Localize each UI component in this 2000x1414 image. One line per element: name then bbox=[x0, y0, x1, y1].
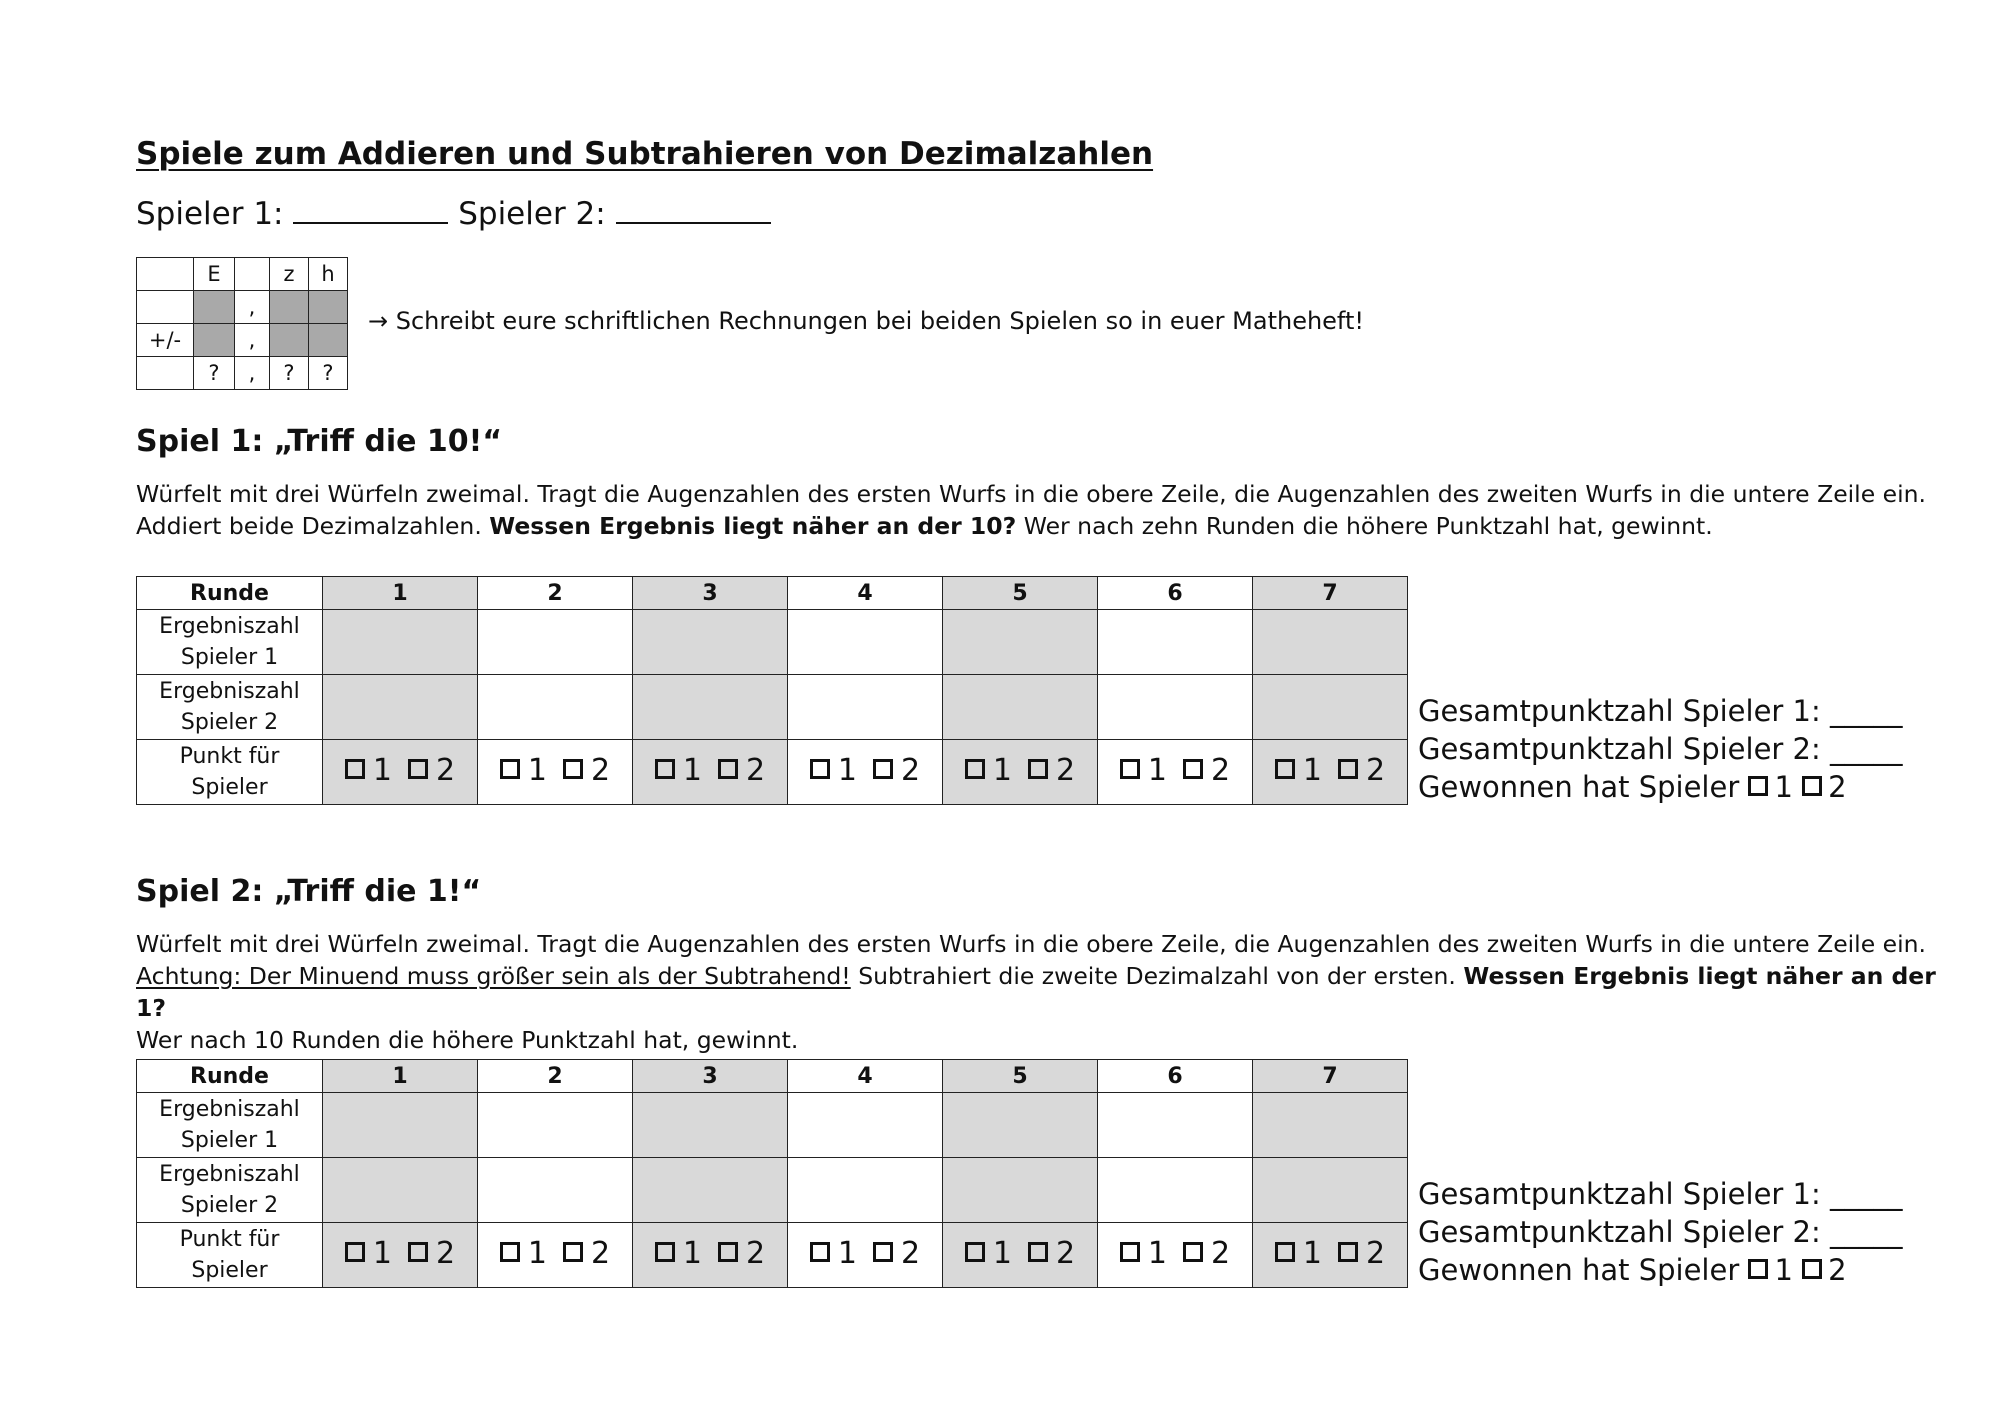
round-number: 4 bbox=[788, 1060, 943, 1093]
scheme-cell: +/- bbox=[137, 324, 194, 357]
point-option-2: 2 bbox=[591, 753, 611, 788]
result-cell[interactable] bbox=[788, 1158, 943, 1223]
point-option-2: 2 bbox=[1211, 1236, 1231, 1271]
round-number: 6 bbox=[1098, 1060, 1253, 1093]
round-number: 3 bbox=[633, 577, 788, 610]
point-cell bbox=[943, 740, 1098, 805]
scheme-cell bbox=[309, 291, 348, 324]
game2-warning: Achtung: Der Minuend muss größer sein als der Subtrahend! bbox=[136, 962, 851, 990]
point-option-1: 1 bbox=[1302, 1236, 1322, 1271]
row-label bbox=[137, 1158, 323, 1223]
round-number: 5 bbox=[943, 1060, 1098, 1093]
winner-checkbox-2[interactable] bbox=[1802, 1259, 1822, 1279]
game1-text: Wer nach zehn Runden die höhere Punktzahl hat, gewinnt. bbox=[1016, 512, 1713, 540]
row-label-line: Punkt für bbox=[179, 744, 280, 769]
result-cell[interactable] bbox=[1253, 610, 1408, 675]
point-option-2: 2 bbox=[436, 753, 456, 788]
winner-option-1: 1 bbox=[1774, 1253, 1793, 1287]
result-cell[interactable] bbox=[943, 1158, 1098, 1223]
scheme-cell bbox=[194, 324, 235, 357]
round-number: 1 bbox=[323, 577, 478, 610]
result-cell[interactable] bbox=[323, 610, 478, 675]
point-cell bbox=[1253, 1223, 1408, 1288]
point-checkbox-1[interactable] bbox=[810, 759, 830, 779]
player1-name-field[interactable] bbox=[293, 221, 448, 224]
row-label bbox=[137, 1223, 323, 1288]
point-checkbox-2[interactable] bbox=[1338, 759, 1358, 779]
point-option-1: 1 bbox=[992, 753, 1012, 788]
point-option-1: 1 bbox=[1302, 753, 1322, 788]
point-checkbox-1[interactable] bbox=[1275, 759, 1295, 779]
winner-label: Gewonnen hat Spieler bbox=[1418, 770, 1740, 804]
row-label-line: Punkt für bbox=[179, 1227, 280, 1252]
point-checkbox-2[interactable] bbox=[1183, 1242, 1203, 1262]
result-cell[interactable] bbox=[1253, 675, 1408, 740]
winner-checkbox-1[interactable] bbox=[1748, 776, 1768, 796]
point-option-1: 1 bbox=[527, 753, 547, 788]
game1-winner bbox=[1418, 768, 1903, 806]
game2-instructions bbox=[136, 928, 1936, 1056]
point-cell bbox=[478, 1223, 633, 1288]
scheme-cell: h bbox=[309, 258, 348, 291]
round-number: 6 bbox=[1098, 577, 1253, 610]
point-cell bbox=[478, 740, 633, 805]
game1-totals bbox=[1418, 692, 1903, 806]
scheme-cell bbox=[270, 324, 309, 357]
game2-totals bbox=[1418, 1175, 1903, 1289]
result-cell[interactable] bbox=[788, 675, 943, 740]
scheme-cell bbox=[194, 291, 235, 324]
row-label-line: Spieler 1 bbox=[180, 1128, 279, 1153]
game1-instructions bbox=[136, 478, 1936, 542]
point-checkbox-2[interactable] bbox=[1028, 759, 1048, 779]
worksheet-title: Spiele zum Addieren und Subtrahieren von Dezimalzahlen bbox=[136, 136, 1154, 172]
point-option-1: 1 bbox=[682, 753, 702, 788]
point-checkbox-2[interactable] bbox=[563, 759, 583, 779]
point-option-1: 1 bbox=[837, 753, 857, 788]
point-option-2: 2 bbox=[1211, 753, 1231, 788]
row-label bbox=[137, 740, 323, 805]
scheme-cell bbox=[137, 291, 194, 324]
player2-label: Spieler 2: bbox=[458, 196, 606, 232]
round-number: 7 bbox=[1253, 1060, 1408, 1093]
point-checkbox-2[interactable] bbox=[408, 759, 428, 779]
result-cell[interactable] bbox=[633, 675, 788, 740]
game2-line2 bbox=[136, 960, 1936, 1024]
game1-total-player2: Gesamtpunktzahl Spieler 2: _____ bbox=[1418, 732, 1903, 766]
result-cell[interactable] bbox=[633, 610, 788, 675]
point-checkbox-2[interactable] bbox=[1028, 1242, 1048, 1262]
round-header: Runde bbox=[137, 1060, 323, 1093]
point-option-2: 2 bbox=[746, 753, 766, 788]
result-cell[interactable] bbox=[788, 1093, 943, 1158]
round-number: 3 bbox=[633, 1060, 788, 1093]
game1-line2 bbox=[136, 510, 1936, 542]
point-checkbox-1[interactable] bbox=[345, 1242, 365, 1262]
scheme-cell: E bbox=[194, 258, 235, 291]
result-cell[interactable] bbox=[1098, 1158, 1253, 1223]
winner-option-2: 2 bbox=[1828, 1253, 1847, 1287]
point-option-1: 1 bbox=[372, 753, 392, 788]
row-label-line: Spieler 2 bbox=[180, 710, 279, 735]
row-label bbox=[137, 610, 323, 675]
game2-text: Subtrahiert die zweite Dezimalzahl von der ersten. bbox=[850, 962, 1464, 990]
round-number: 4 bbox=[788, 577, 943, 610]
point-cell bbox=[788, 1223, 943, 1288]
point-checkbox-2[interactable] bbox=[718, 1242, 738, 1262]
scheme-cell: ? bbox=[270, 357, 309, 390]
point-cell bbox=[323, 1223, 478, 1288]
result-cell[interactable] bbox=[478, 610, 633, 675]
point-checkbox-2[interactable] bbox=[873, 759, 893, 779]
scheme-cell bbox=[309, 324, 348, 357]
point-option-2: 2 bbox=[1056, 1236, 1076, 1271]
row-label bbox=[137, 675, 323, 740]
row-label-line: Spieler 1 bbox=[180, 645, 279, 670]
round-number: 5 bbox=[943, 577, 1098, 610]
result-cell[interactable] bbox=[478, 675, 633, 740]
scheme-cell: , bbox=[235, 357, 270, 390]
result-cell[interactable] bbox=[478, 1093, 633, 1158]
player2-name-field[interactable] bbox=[616, 221, 771, 224]
player1-label: Spieler 1: bbox=[136, 196, 284, 232]
round-number: 7 bbox=[1253, 577, 1408, 610]
point-checkbox-1[interactable] bbox=[500, 759, 520, 779]
point-option-2: 2 bbox=[591, 1236, 611, 1271]
point-checkbox-2[interactable] bbox=[408, 1242, 428, 1262]
point-cell bbox=[1253, 740, 1408, 805]
point-checkbox-1[interactable] bbox=[965, 1242, 985, 1262]
scheme-cell: z bbox=[270, 258, 309, 291]
result-cell[interactable] bbox=[1098, 1093, 1253, 1158]
result-cell[interactable] bbox=[323, 1158, 478, 1223]
game1-score-table bbox=[136, 576, 1408, 805]
scheme-cell: ? bbox=[309, 357, 348, 390]
scheme-cell bbox=[270, 291, 309, 324]
point-checkbox-1[interactable] bbox=[810, 1242, 830, 1262]
scheme-instruction: → Schreibt eure schriftlichen Rechnungen bei beiden Spielen so in euer Matheheft! bbox=[368, 307, 1364, 335]
result-cell[interactable] bbox=[1098, 610, 1253, 675]
point-option-1: 1 bbox=[1147, 1236, 1167, 1271]
point-option-2: 2 bbox=[746, 1236, 766, 1271]
point-checkbox-1[interactable] bbox=[1120, 1242, 1140, 1262]
scheme-cell bbox=[235, 258, 270, 291]
point-option-1: 1 bbox=[837, 1236, 857, 1271]
game1-question: Wessen Ergebnis liegt näher an der 10? bbox=[489, 512, 1017, 540]
round-number: 2 bbox=[478, 577, 633, 610]
point-option-1: 1 bbox=[682, 1236, 702, 1271]
row-label bbox=[137, 1093, 323, 1158]
point-option-2: 2 bbox=[1056, 753, 1076, 788]
winner-label: Gewonnen hat Spieler bbox=[1418, 1253, 1740, 1287]
result-cell[interactable] bbox=[1253, 1093, 1408, 1158]
row-label-line: Spieler bbox=[191, 775, 268, 800]
result-cell[interactable] bbox=[1098, 675, 1253, 740]
point-cell bbox=[1098, 740, 1253, 805]
point-cell bbox=[788, 740, 943, 805]
game2-line3: Wer nach 10 Runden die höhere Punktzahl hat, gewinnt. bbox=[136, 1026, 799, 1054]
point-checkbox-2[interactable] bbox=[718, 759, 738, 779]
scheme-cell: , bbox=[235, 324, 270, 357]
result-cell[interactable] bbox=[943, 1093, 1098, 1158]
game1-text: Addiert beide Dezimalzahlen. bbox=[136, 512, 490, 540]
round-number: 2 bbox=[478, 1060, 633, 1093]
row-label-line: Ergebniszahl bbox=[159, 679, 300, 704]
game2-total-player1: Gesamtpunktzahl Spieler 1: _____ bbox=[1418, 1177, 1903, 1211]
scheme-cell: ? bbox=[194, 357, 235, 390]
result-cell[interactable] bbox=[788, 610, 943, 675]
point-option-1: 1 bbox=[527, 1236, 547, 1271]
result-cell[interactable] bbox=[633, 1158, 788, 1223]
point-checkbox-1[interactable] bbox=[1120, 759, 1140, 779]
point-option-2: 2 bbox=[901, 1236, 921, 1271]
result-cell[interactable] bbox=[943, 675, 1098, 740]
point-checkbox-2[interactable] bbox=[873, 1242, 893, 1262]
row-label-line: Spieler 2 bbox=[180, 1193, 279, 1218]
point-option-2: 2 bbox=[1366, 753, 1386, 788]
result-cell[interactable] bbox=[478, 1158, 633, 1223]
game1-line1: Würfelt mit drei Würfeln zweimal. Tragt die Augenzahlen des ersten Wurfs in die obere Zeile, die Augenzahlen des zweiten Wurfs in die untere Zeile ein. bbox=[136, 480, 1926, 508]
point-checkbox-1[interactable] bbox=[345, 759, 365, 779]
game2-heading: Spiel 2: „Triff die 1!“ bbox=[136, 874, 482, 909]
point-checkbox-1[interactable] bbox=[500, 1242, 520, 1262]
game2-question: Wessen Ergebnis liegt näher an der 1? bbox=[136, 962, 1936, 1022]
point-cell bbox=[943, 1223, 1098, 1288]
point-checkbox-1[interactable] bbox=[655, 1242, 675, 1262]
point-cell bbox=[1098, 1223, 1253, 1288]
round-number: 1 bbox=[323, 1060, 478, 1093]
row-label-line: Ergebniszahl bbox=[159, 1162, 300, 1187]
point-option-2: 2 bbox=[901, 753, 921, 788]
point-checkbox-2[interactable] bbox=[1338, 1242, 1358, 1262]
result-cell[interactable] bbox=[943, 610, 1098, 675]
point-option-1: 1 bbox=[992, 1236, 1012, 1271]
game2-winner bbox=[1418, 1251, 1903, 1289]
row-label-line: Spieler bbox=[191, 1258, 268, 1283]
point-option-1: 1 bbox=[1147, 753, 1167, 788]
column-scheme bbox=[136, 257, 348, 390]
result-cell[interactable] bbox=[323, 675, 478, 740]
round-header: Runde bbox=[137, 577, 323, 610]
point-checkbox-2[interactable] bbox=[563, 1242, 583, 1262]
point-cell bbox=[323, 740, 478, 805]
game2-total-player2: Gesamtpunktzahl Spieler 2: _____ bbox=[1418, 1215, 1903, 1249]
result-cell[interactable] bbox=[633, 1093, 788, 1158]
point-option-1: 1 bbox=[372, 1236, 392, 1271]
scheme-cell bbox=[137, 258, 194, 291]
game2-score-table bbox=[136, 1059, 1408, 1288]
row-label-line: Ergebniszahl bbox=[159, 614, 300, 639]
scheme-cell: , bbox=[235, 291, 270, 324]
point-option-2: 2 bbox=[436, 1236, 456, 1271]
row-label-line: Ergebniszahl bbox=[159, 1097, 300, 1122]
winner-option-1: 1 bbox=[1774, 770, 1793, 804]
result-cell[interactable] bbox=[323, 1093, 478, 1158]
game2-line1: Würfelt mit drei Würfeln zweimal. Tragt die Augenzahlen des ersten Wurfs in die obere Zeile, die Augenzahlen des zweiten Wurfs in die untere Zeile ein. bbox=[136, 930, 1926, 958]
point-checkbox-1[interactable] bbox=[1275, 1242, 1295, 1262]
winner-checkbox-1[interactable] bbox=[1748, 1259, 1768, 1279]
winner-checkbox-2[interactable] bbox=[1802, 776, 1822, 796]
point-cell bbox=[633, 740, 788, 805]
point-checkbox-1[interactable] bbox=[655, 759, 675, 779]
game1-total-player1: Gesamtpunktzahl Spieler 1: _____ bbox=[1418, 694, 1903, 728]
winner-option-2: 2 bbox=[1828, 770, 1847, 804]
point-option-2: 2 bbox=[1366, 1236, 1386, 1271]
player-names bbox=[136, 196, 771, 232]
result-cell[interactable] bbox=[1253, 1158, 1408, 1223]
scheme-cell bbox=[137, 357, 194, 390]
point-cell bbox=[633, 1223, 788, 1288]
game1-heading: Spiel 1: „Triff die 10!“ bbox=[136, 424, 503, 459]
point-checkbox-2[interactable] bbox=[1183, 759, 1203, 779]
point-checkbox-1[interactable] bbox=[965, 759, 985, 779]
